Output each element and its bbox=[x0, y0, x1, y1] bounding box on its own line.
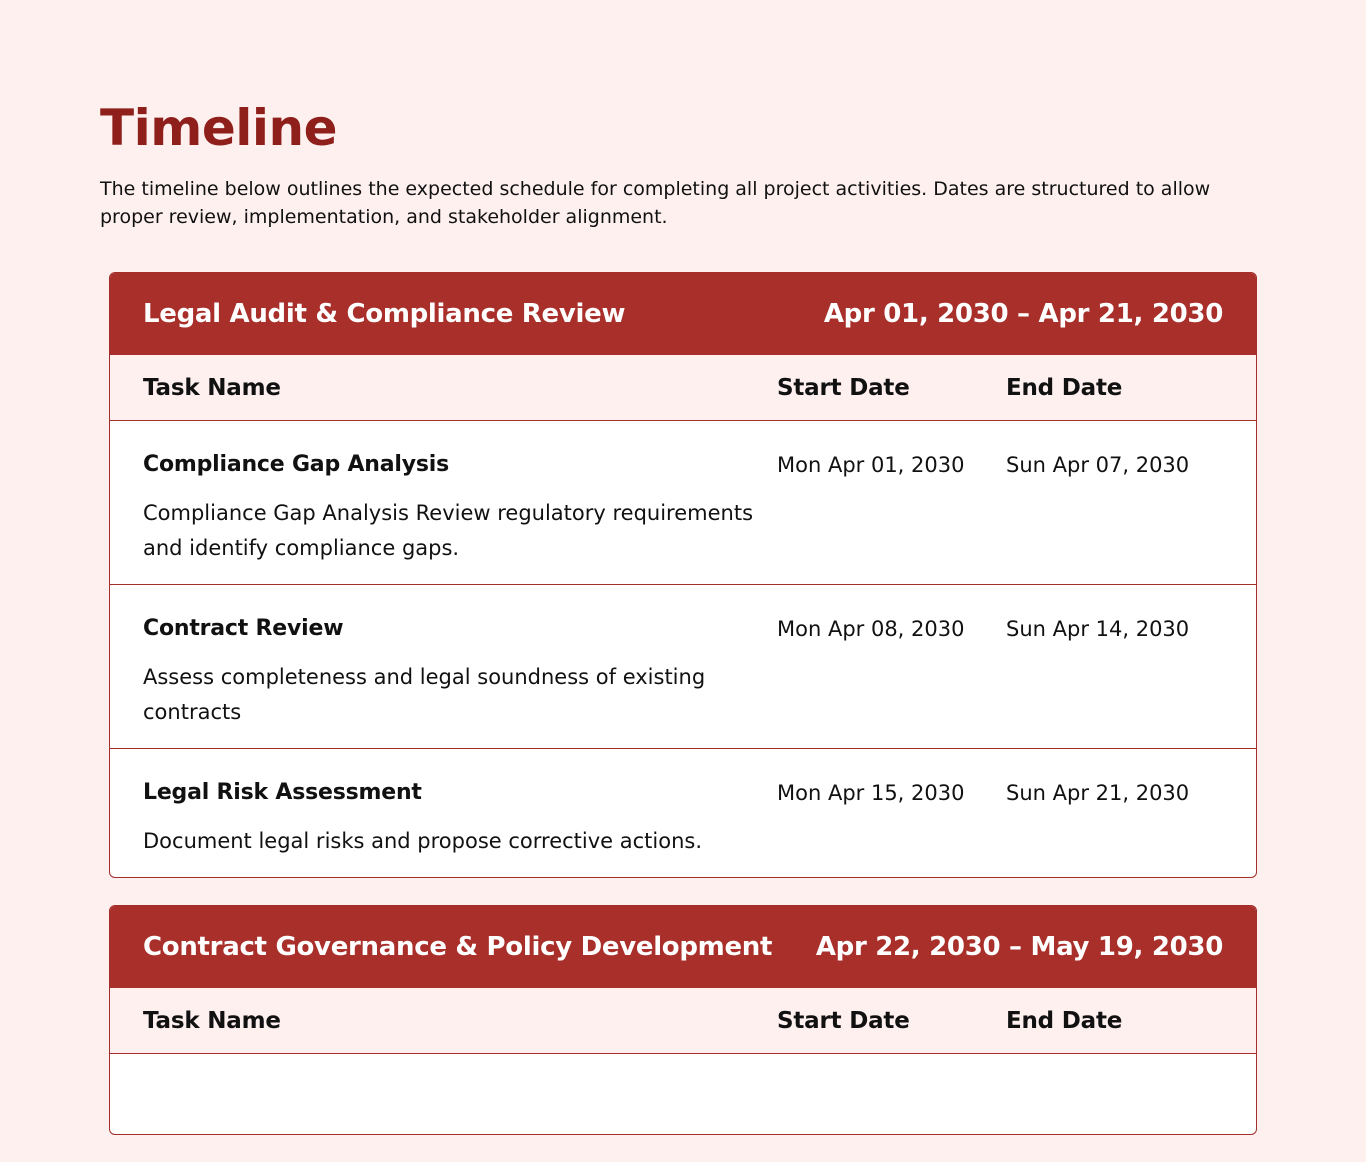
phase-title: Contract Governance & Policy Development bbox=[143, 932, 773, 962]
timeline-page bbox=[100, 98, 1266, 1162]
phase-card bbox=[109, 905, 1257, 1135]
task-list-continuation bbox=[110, 1054, 1256, 1134]
task-cell bbox=[110, 614, 777, 748]
task-row bbox=[110, 749, 1256, 877]
task-start-date: Mon Apr 15, 2030 bbox=[777, 781, 965, 805]
column-header-task: Task Name bbox=[143, 1007, 281, 1034]
task-row bbox=[110, 421, 1256, 585]
task-cell bbox=[110, 778, 777, 877]
task-start-date: Mon Apr 08, 2030 bbox=[777, 617, 965, 641]
phase-list bbox=[109, 272, 1257, 1135]
phase-header bbox=[110, 273, 1256, 355]
task-row bbox=[110, 585, 1256, 749]
task-end-date: Sun Apr 07, 2030 bbox=[1006, 453, 1190, 477]
phase-header bbox=[110, 906, 1256, 988]
column-header-row bbox=[110, 988, 1256, 1054]
column-header-start: Start Date bbox=[777, 1007, 910, 1034]
task-name: Compliance Gap Analysis bbox=[143, 452, 449, 477]
column-header-start: Start Date bbox=[777, 374, 910, 401]
phase-date-range: Apr 01, 2030 – Apr 21, 2030 bbox=[823, 299, 1223, 329]
task-start-date: Mon Apr 01, 2030 bbox=[777, 453, 965, 477]
column-header-row bbox=[110, 355, 1256, 421]
task-description: Assess completeness and legal soundness of existing contracts bbox=[143, 665, 706, 724]
task-description: Compliance Gap Analysis Review regulatory requirements and identify compliance gaps. bbox=[143, 501, 754, 560]
task-end-date: Sun Apr 21, 2030 bbox=[1006, 781, 1190, 805]
task-description: Document legal risks and propose corrective actions. bbox=[143, 829, 703, 853]
task-cell bbox=[110, 450, 777, 584]
column-header-task: Task Name bbox=[143, 374, 281, 401]
task-name: Legal Risk Assessment bbox=[143, 780, 422, 805]
phase-title: Legal Audit & Compliance Review bbox=[143, 299, 626, 329]
page-title: Timeline bbox=[100, 99, 338, 157]
intro-paragraph: The timeline below outlines the expected schedule for completing all project activities. Dates are structured to allow proper review, implementation, and stakeholder alignment. bbox=[100, 178, 1211, 228]
column-header-end: End Date bbox=[1006, 374, 1123, 401]
phase-card bbox=[109, 272, 1257, 878]
task-name: Contract Review bbox=[143, 616, 344, 641]
column-header-end: End Date bbox=[1006, 1007, 1123, 1034]
phase-date-range: Apr 22, 2030 – May 19, 2030 bbox=[815, 932, 1223, 962]
task-end-date: Sun Apr 14, 2030 bbox=[1006, 617, 1190, 641]
